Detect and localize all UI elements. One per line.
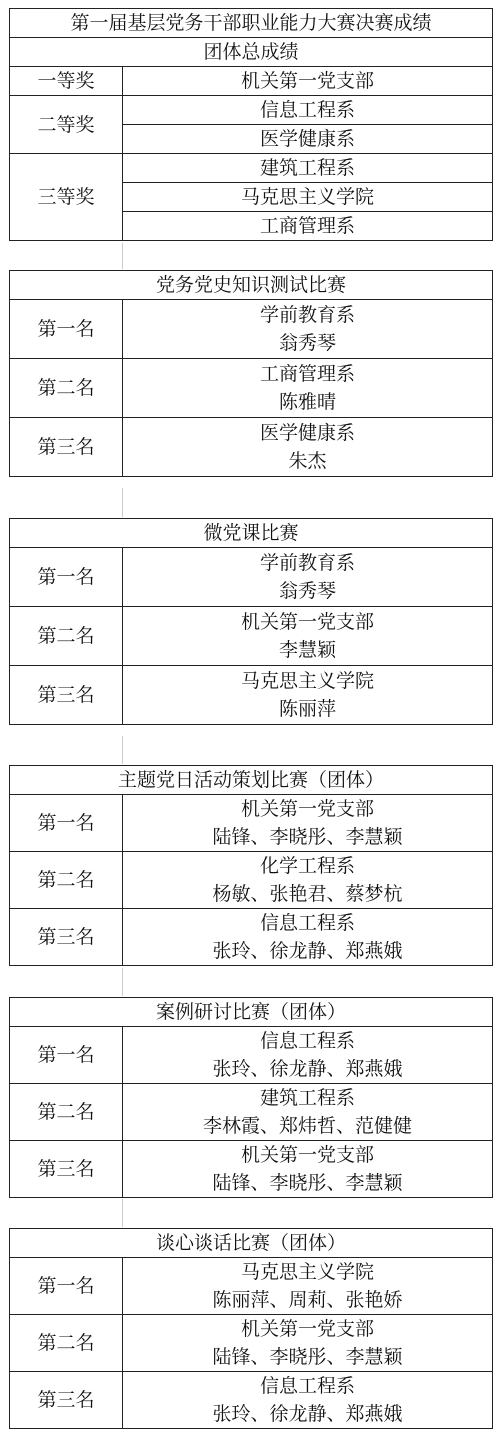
winner-cell xyxy=(123,548,493,607)
section-header: 党务党史知识测试比赛 xyxy=(10,271,493,300)
rank-label: 第三名 xyxy=(10,418,123,477)
winner-unit: 医学健康系 xyxy=(259,422,355,444)
winner-cell xyxy=(123,1027,493,1084)
section-header: 微党课比赛 xyxy=(10,519,493,548)
winner-unit: 马克思主义学院 xyxy=(240,1261,374,1283)
winner-names: 张玲、徐龙静、郑燕娥 xyxy=(212,940,403,962)
winner-unit: 学前教育系 xyxy=(259,552,355,574)
winner-cell xyxy=(123,1315,493,1372)
winner-cell xyxy=(123,418,493,477)
rank-label: 第三名 xyxy=(10,1141,123,1198)
winner-cell xyxy=(123,795,493,852)
winner-unit: 信息工程系 xyxy=(259,1375,355,1397)
winner-unit: 机关第一党支部 xyxy=(240,1318,374,1340)
winner-cell xyxy=(123,1141,493,1198)
winner-names: 张玲、徐龙静、郑燕娥 xyxy=(212,1403,403,1425)
rank-label: 第一名 xyxy=(10,300,123,359)
winner-names: 翁秀琴 xyxy=(278,580,336,602)
rank-label: 第二名 xyxy=(10,852,123,909)
winner-cell xyxy=(123,666,493,725)
winner-names: 陆锋、李晓彤、李慧颖 xyxy=(212,1346,403,1368)
rank-label: 第二名 xyxy=(10,1084,123,1141)
winner-cell xyxy=(123,300,493,359)
winner-unit: 化学工程系 xyxy=(259,855,355,877)
spacer-line xyxy=(122,736,123,764)
section-table-heart-talk xyxy=(9,1228,493,1429)
section-table-party-day xyxy=(9,765,493,966)
page-title: 第一届基层党务干部职业能力大赛决赛成绩 xyxy=(10,9,493,38)
third-prize-label: 三等奖 xyxy=(10,154,123,241)
rank-label: 第二名 xyxy=(10,1315,123,1372)
team-overall-header: 团体总成绩 xyxy=(10,38,493,67)
rank-label: 第三名 xyxy=(10,1372,123,1429)
winner-unit: 机关第一党支部 xyxy=(240,611,374,633)
third-prize-entry: 建筑工程系 xyxy=(123,154,493,183)
section-table-case-study xyxy=(9,997,493,1198)
section-table-knowledge xyxy=(9,270,493,477)
winner-cell xyxy=(123,607,493,666)
rank-label: 第一名 xyxy=(10,1027,123,1084)
rank-label: 第二名 xyxy=(10,359,123,418)
winner-names: 陆锋、李晓彤、李慧颖 xyxy=(212,1172,403,1194)
third-prize-entry: 工商管理系 xyxy=(123,212,493,241)
winner-names: 朱杰 xyxy=(288,450,327,472)
winner-names: 李林霞、郑炜哲、范健健 xyxy=(202,1115,412,1137)
winner-names: 陈雅晴 xyxy=(278,391,336,413)
winner-cell xyxy=(123,852,493,909)
rank-label: 第一名 xyxy=(10,548,123,607)
second-prize-label: 二等奖 xyxy=(10,96,123,154)
rank-label: 第三名 xyxy=(10,909,123,966)
second-prize-entry: 信息工程系 xyxy=(123,96,493,125)
winner-unit: 学前教育系 xyxy=(259,304,355,326)
winner-cell xyxy=(123,909,493,966)
rank-label: 第一名 xyxy=(10,1258,123,1315)
section-header: 谈心谈话比赛（团体） xyxy=(10,1229,493,1258)
section-header: 主题党日活动策划比赛（团体） xyxy=(10,766,493,795)
winner-unit: 信息工程系 xyxy=(259,1030,355,1052)
winner-names: 陆锋、李晓彤、李慧颖 xyxy=(212,826,403,848)
section-header: 案例研讨比赛（团体） xyxy=(10,998,493,1027)
winner-names: 杨敏、张艳君、蔡梦杭 xyxy=(212,883,403,905)
winner-names: 陈丽萍 xyxy=(278,698,336,720)
winner-unit: 工商管理系 xyxy=(259,363,355,385)
spacer-line xyxy=(122,243,123,269)
spacer-line xyxy=(122,1199,123,1227)
rank-label: 第二名 xyxy=(10,607,123,666)
winner-unit: 机关第一党支部 xyxy=(240,1144,374,1166)
winner-unit: 信息工程系 xyxy=(259,912,355,934)
winner-names: 陈丽萍、周莉、张艳娇 xyxy=(212,1289,403,1311)
rank-label: 第一名 xyxy=(10,795,123,852)
second-prize-entry: 医学健康系 xyxy=(123,125,493,154)
third-prize-entry: 马克思主义学院 xyxy=(123,183,493,212)
winner-unit: 机关第一党支部 xyxy=(240,798,374,820)
section-table-micro-lecture xyxy=(9,518,493,725)
winner-cell xyxy=(123,1084,493,1141)
winner-cell xyxy=(123,1372,493,1429)
winner-names: 张玲、徐龙静、郑燕娥 xyxy=(212,1058,403,1080)
first-prize-label: 一等奖 xyxy=(10,67,123,96)
spacer-line xyxy=(122,968,123,996)
winner-unit: 建筑工程系 xyxy=(259,1087,355,1109)
team-overall-table xyxy=(9,8,493,241)
winner-unit: 马克思主义学院 xyxy=(240,670,374,692)
rank-label: 第三名 xyxy=(10,666,123,725)
winner-cell xyxy=(123,359,493,418)
winner-names: 翁秀琴 xyxy=(278,332,336,354)
first-prize-entry: 机关第一党支部 xyxy=(123,67,493,96)
spacer-line xyxy=(122,488,123,517)
winner-cell xyxy=(123,1258,493,1315)
winner-names: 李慧颖 xyxy=(278,639,336,661)
